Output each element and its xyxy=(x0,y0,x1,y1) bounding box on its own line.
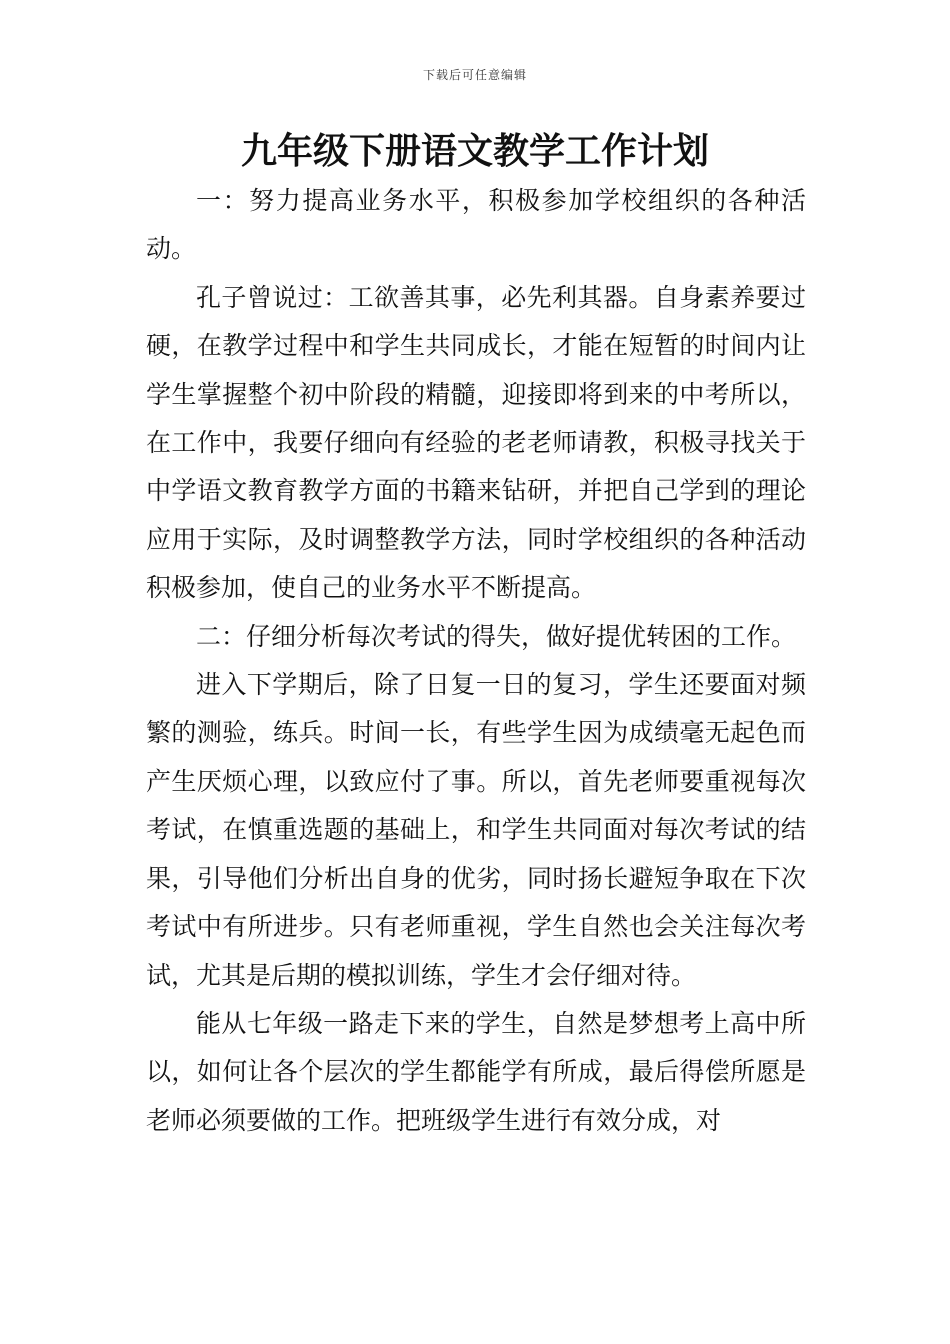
paragraph-self-improvement: 孔子曾说过：工欲善其事，必先利其器。自身素养要过硬，在教学过程中和学生共同成长，才能在短暂的时间内让学生掌握整个初中阶段的精髓，迎接即将到来的中考所以，在工作中，我要仔细向有经验的老老师请教，积极寻找关于中学语文教育教学方面的书籍来钻研，并把自己学到的理论应用于实际，及时调整教学方法，同时学校组织的各种活动积极参加，使自己的业务水平不断提高。 xyxy=(146,282,806,603)
page-header-note: 下载后可任意编辑 xyxy=(422,68,527,82)
paragraph-student-tiers: 能从七年级一路走下来的学生，自然是梦想考上高中所以，如何让各个层次的学生都能学有所成，最后得偿所愿是老师必须要做的工作。把班级学生进行有效分成，对 xyxy=(146,1008,806,1135)
paragraph-section-one-heading: 一：努力提高业务水平，积极参加学校组织的各种活动。 xyxy=(146,186,806,264)
paragraph-exam-analysis: 进入下学期后，除了日复一日的复习，学生还要面对频繁的测验，练兵。时间一长，有些学生因为成绩毫无起色而产生厌烦心理，以致应付了事。所以，首先老师要重视每次考试，在慎重选题的基础上，和学生共同面对每次考试的结果，引导他们分析出自身的优劣，同时扬长避短争取在下次考试中有所进步。只有老师重视，学生自然也会关注每次考试，尤其是后期的模拟训练，学生才会仔细对待。 xyxy=(146,670,806,990)
paragraph-section-two-heading: 二：仔细分析每次考试的得失，做好提优转困的工作。 xyxy=(196,621,797,651)
document-body xyxy=(146,177,806,1145)
document-title: 九年级下册语文教学工作计划 xyxy=(240,130,709,172)
